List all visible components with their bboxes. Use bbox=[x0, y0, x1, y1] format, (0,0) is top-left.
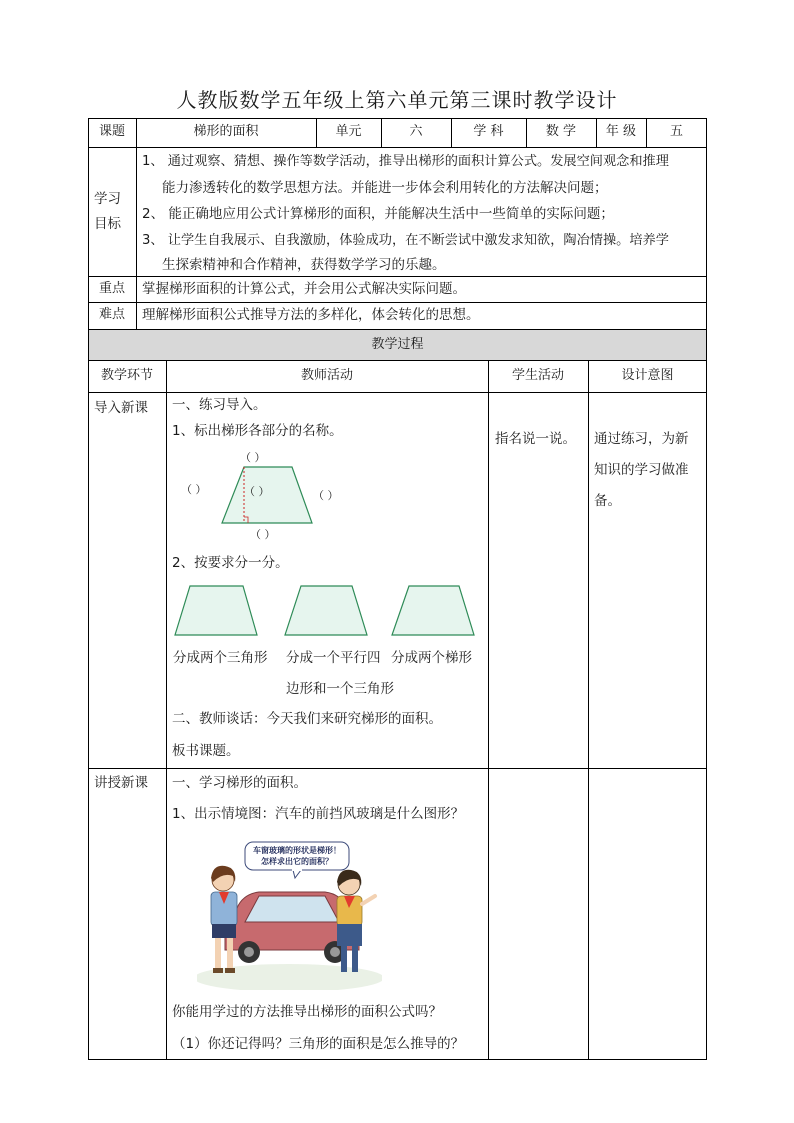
speech-bubble-line-1: 车窗玻璃的形状是梯形！ bbox=[253, 846, 341, 855]
paren-bottom: （ ） bbox=[250, 528, 276, 541]
caption-two-triangles: 分成两个三角形 bbox=[173, 650, 268, 666]
s2-line-4: （1）你还记得吗？三角形的面积是怎么推导的？ bbox=[172, 1036, 465, 1052]
objectives-label-1: 学习 bbox=[94, 191, 121, 207]
s2-line-2: 1、出示情境图：汽车的前挡风玻璃是什么图形？ bbox=[172, 806, 465, 822]
s1-line-2: 1、标出梯形各部分的名称。 bbox=[172, 423, 343, 439]
unit-label: 单元 bbox=[335, 124, 362, 140]
col-teacher: 教师活动 bbox=[300, 367, 353, 383]
process-header: 教学过程 bbox=[371, 336, 424, 352]
col-stage: 教学环节 bbox=[100, 367, 153, 383]
s1-line-5: 板书课题。 bbox=[172, 743, 240, 759]
key-point-text: 掌握梯形面积的计算公式，并会用公式解决实际问题。 bbox=[142, 281, 466, 297]
objective-1-line-2: 能力渗透转化的数学思想方法。并能进一步体会利用转化的方法解决问题； bbox=[162, 180, 608, 196]
s1-intent-2: 知识的学习做准 bbox=[594, 462, 689, 478]
s1-line-3: 2、按要求分一分。 bbox=[172, 555, 289, 571]
objective-3-line-1: 3、 让学生自我展示、自我激励，体验成功，在不断尝试中激发求知欲，陶冶情操。培养学 bbox=[142, 233, 669, 248]
s1-line-4: 二、教师谈话：今天我们来研究梯形的面积。 bbox=[172, 711, 442, 727]
topic-value: 梯形的面积 bbox=[193, 124, 259, 140]
col-student: 学生活动 bbox=[511, 367, 564, 383]
col-intent: 设计意图 bbox=[621, 367, 674, 383]
difficulty-text: 理解梯形面积公式推导方法的多样化，体会转化的思想。 bbox=[142, 307, 480, 323]
s1-intent-1: 通过练习，为新 bbox=[594, 431, 689, 447]
car-scene-illustration bbox=[197, 838, 382, 990]
trapezoid-1 bbox=[175, 586, 257, 635]
objective-2: 2、 能正确地应用公式计算梯形的面积，并能解决生活中一些简单的实际问题； bbox=[142, 206, 614, 222]
speech-bubble bbox=[245, 845, 349, 867]
key-point-label: 重点 bbox=[98, 280, 125, 296]
trapezoid-3 bbox=[392, 586, 474, 635]
stage-intro: 导入新课 bbox=[94, 400, 148, 416]
grade-label: 年 级 bbox=[605, 124, 637, 140]
unit-value: 六 bbox=[409, 124, 423, 140]
difficulty-label: 难点 bbox=[98, 307, 125, 323]
caption-two-trapezoids: 分成两个梯形 bbox=[391, 650, 472, 666]
subject-label: 学 科 bbox=[473, 124, 504, 140]
s2-line-3: 你能用学过的方法推导出梯形的面积公式吗？ bbox=[172, 1004, 442, 1020]
paren-height: （ ） bbox=[244, 485, 270, 498]
speech-bubble-line-2: 怎样求出它的面积？ bbox=[261, 857, 333, 866]
caption-parallelogram-2: 边形和一个三角形 bbox=[286, 681, 394, 697]
objectives-label-2: 目标 bbox=[94, 216, 121, 232]
s1-student-activity: 指名说一说。 bbox=[495, 431, 576, 447]
caption-parallelogram-1: 分成一个平行四 bbox=[286, 650, 381, 666]
topic-label: 课题 bbox=[98, 124, 125, 140]
trapezoid-2 bbox=[285, 586, 367, 635]
paren-right: （ ） bbox=[313, 489, 339, 502]
grade-value: 五 bbox=[669, 124, 683, 140]
s2-line-1: 一、学习梯形的面积。 bbox=[172, 775, 307, 791]
paren-top: （ ） bbox=[240, 451, 266, 464]
s1-line-1: 一、练习导入。 bbox=[172, 397, 267, 413]
stage-new-lesson: 讲授新课 bbox=[94, 775, 148, 791]
subject-value: 数 学 bbox=[545, 124, 577, 140]
trapezoid-partition-figures bbox=[170, 583, 480, 639]
objective-1-line-1: 1、 通过观察、猜想、操作等数学活动，推导出梯形的面积计算公式。发展空间观念和推理 bbox=[142, 154, 669, 169]
objective-3-line-2: 生探索精神和合作精神，获得数学学习的乐趣。 bbox=[162, 257, 446, 273]
document-title: 人教版数学五年级上第六单元第三课时教学设计 bbox=[176, 88, 618, 112]
paren-left: （ ） bbox=[181, 483, 207, 496]
s1-intent-3: 备。 bbox=[594, 493, 621, 509]
